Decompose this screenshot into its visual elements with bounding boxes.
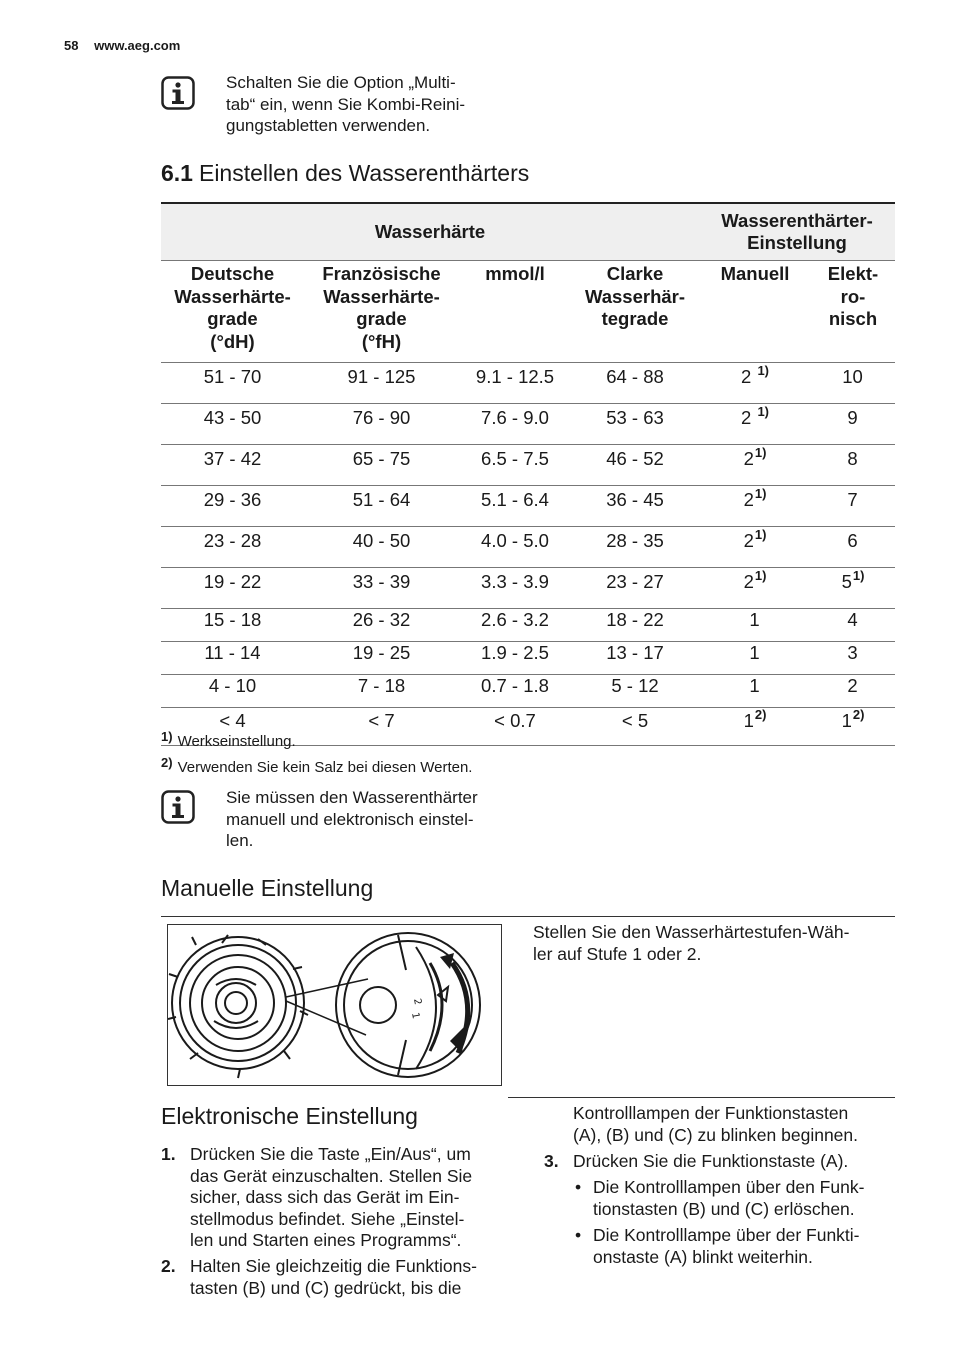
cell-clarke: 13 - 17 bbox=[571, 642, 699, 675]
info-icon bbox=[161, 76, 195, 110]
info-icon bbox=[161, 790, 195, 824]
cell-value: 1 bbox=[743, 710, 754, 731]
text-line: Stellen Sie den Wasserhärtestufen-Wäh- bbox=[533, 922, 850, 942]
header-line: Wasserenthärter- bbox=[721, 209, 873, 231]
cell-value: 2 bbox=[741, 366, 757, 387]
cell-clarke: 46 - 52 bbox=[571, 445, 699, 486]
cell-value: 7 bbox=[847, 489, 858, 510]
cell-fh: 33 - 39 bbox=[304, 568, 459, 609]
cell-mmol: 0.7 - 1.8 bbox=[459, 675, 571, 708]
cell-mmol: 1.9 - 2.5 bbox=[459, 642, 571, 675]
table-row bbox=[161, 404, 895, 445]
bullet-marker: • bbox=[575, 1177, 582, 1197]
step-text bbox=[190, 1256, 477, 1299]
header-line: Französische bbox=[322, 263, 441, 284]
cell-electronic bbox=[811, 675, 895, 708]
table-row bbox=[161, 445, 895, 486]
header-line: mmol/l bbox=[485, 263, 545, 284]
bullet-marker: • bbox=[575, 1225, 582, 1245]
table-row bbox=[161, 642, 895, 675]
header-line: grade bbox=[207, 308, 258, 329]
section-title bbox=[161, 160, 529, 187]
table-row bbox=[161, 568, 895, 609]
footnote-ref: 1) bbox=[757, 363, 769, 378]
footnote-text: Werkseinstellung. bbox=[177, 733, 296, 750]
cell-mmol: < 0.7 bbox=[459, 708, 571, 746]
cell-mmol: 5.1 - 6.4 bbox=[459, 486, 571, 527]
water-hardness-selector-illustration bbox=[168, 925, 501, 1085]
footnote-ref: 1) bbox=[754, 527, 767, 542]
cell-mmol: 4.0 - 5.0 bbox=[459, 527, 571, 568]
header-line: (°fH) bbox=[361, 330, 402, 352]
footnote-ref: 1) bbox=[754, 445, 767, 460]
note-line: tab“ ein, wenn Sie Kombi-Reini- bbox=[226, 94, 466, 114]
cell-dh: 11 - 14 bbox=[161, 642, 304, 675]
bullet-text bbox=[593, 1177, 864, 1220]
cell-dh: 19 - 22 bbox=[161, 568, 304, 609]
text-line: sicher, dass sich das Gerät im Ein- bbox=[190, 1187, 460, 1207]
text-line: (A), (B) und (C) zu blinken beginnen. bbox=[573, 1124, 858, 1145]
cell-fh: 65 - 75 bbox=[304, 445, 459, 486]
step-text bbox=[190, 1144, 472, 1252]
page-number: 58 bbox=[64, 38, 79, 53]
page-header bbox=[64, 38, 180, 53]
cell-value: 1 bbox=[749, 642, 760, 663]
cell-electronic bbox=[811, 642, 895, 675]
header-line: Deutsche bbox=[190, 263, 275, 284]
footnote-ref: 1) bbox=[757, 404, 769, 419]
header-line: (°dH) bbox=[210, 330, 255, 352]
header-line: nisch bbox=[828, 308, 878, 329]
cell-value: 1 bbox=[749, 675, 760, 696]
site-url: www.aeg.com bbox=[94, 38, 181, 53]
cell-manual bbox=[699, 445, 811, 486]
cell-fh: 91 - 125 bbox=[304, 363, 459, 404]
water-hardness-table bbox=[161, 202, 895, 746]
step-number: 1. bbox=[161, 1144, 176, 1164]
table-row bbox=[161, 486, 895, 527]
cell-dh: 43 - 50 bbox=[161, 404, 304, 445]
table-row bbox=[161, 363, 895, 404]
cell-manual bbox=[699, 363, 811, 404]
header-line: Wasserhärte- bbox=[323, 285, 440, 307]
cell-fh: 40 - 50 bbox=[304, 527, 459, 568]
cell-value: 2 bbox=[847, 675, 858, 696]
note-line: Schalten Sie die Option „Multi- bbox=[226, 73, 456, 92]
cell-mmol: 6.5 - 7.5 bbox=[459, 445, 571, 486]
cell-clarke: 23 - 27 bbox=[571, 568, 699, 609]
cell-dh: < 4 bbox=[161, 708, 304, 746]
cell-value: 2 bbox=[743, 530, 754, 551]
cell-value: 1 bbox=[841, 710, 852, 731]
col-header-electronic bbox=[811, 261, 895, 363]
text-line: stellmodus befindet. Siehe „Einstel- bbox=[190, 1208, 465, 1229]
cell-value: 4 bbox=[847, 609, 858, 630]
cell-value: 10 bbox=[842, 366, 863, 387]
text-line: Die Kontrolllampen über den Funk- bbox=[593, 1177, 865, 1197]
text-line: das Gerät einzuschalten. Stellen Sie bbox=[190, 1165, 473, 1186]
cell-manual bbox=[699, 568, 811, 609]
footnote-mark: 1) bbox=[161, 729, 173, 744]
col-header-fh bbox=[304, 261, 459, 363]
cell-mmol: 9.1 - 12.5 bbox=[459, 363, 571, 404]
text-line: ler auf Stufe 1 oder 2. bbox=[533, 943, 702, 964]
table-row bbox=[161, 609, 895, 642]
step-number: 3. bbox=[544, 1151, 559, 1171]
manual-setting-title: Manuelle Einstellung bbox=[161, 875, 374, 901]
note-line: len. bbox=[226, 831, 254, 850]
text-line: Kontrolllampen der Funktionstasten bbox=[573, 1103, 849, 1123]
table-row bbox=[161, 675, 895, 708]
header-line: Elekt- bbox=[827, 263, 879, 284]
cell-dh: 15 - 18 bbox=[161, 609, 304, 642]
cell-value: 3 bbox=[847, 642, 858, 663]
cell-electronic bbox=[811, 445, 895, 486]
text-line: tasten (B) und (C) gedrückt, bis die bbox=[190, 1277, 462, 1298]
cell-electronic bbox=[811, 363, 895, 404]
cell-clarke: 53 - 63 bbox=[571, 404, 699, 445]
cell-manual bbox=[699, 708, 811, 746]
cell-value: 8 bbox=[847, 448, 858, 469]
col-header-dh bbox=[161, 261, 304, 363]
header-line: grade bbox=[356, 308, 407, 329]
cell-clarke: 5 - 12 bbox=[571, 675, 699, 708]
electronic-setting-title: Elektronische Einstellung bbox=[161, 1103, 418, 1129]
header-line: tegrade bbox=[601, 308, 669, 329]
table-row bbox=[161, 527, 895, 568]
step-2-continued bbox=[573, 1103, 858, 1146]
cell-value: 2 bbox=[743, 489, 754, 510]
footnote-mark: 2) bbox=[161, 755, 173, 770]
cell-value: 2 bbox=[743, 448, 754, 469]
dial-label-1: 1 bbox=[409, 1011, 421, 1020]
note-line: manuell und elektronisch einstel- bbox=[226, 809, 474, 829]
cell-value: 5 bbox=[841, 571, 852, 592]
note-line: gungstabletten verwenden. bbox=[226, 116, 431, 135]
header-line: Manuell bbox=[720, 263, 790, 284]
cell-mmol: 3.3 - 3.9 bbox=[459, 568, 571, 609]
cell-manual bbox=[699, 642, 811, 675]
cell-fh: < 7 bbox=[304, 708, 459, 746]
header-line: Wasserhär- bbox=[584, 285, 686, 307]
cell-dh: 4 - 10 bbox=[161, 675, 304, 708]
text-line: Halten Sie gleichzeitig die Funktions- bbox=[190, 1256, 477, 1276]
footnote bbox=[161, 755, 473, 776]
text-line: Die Kontrolllampe über der Funkti- bbox=[593, 1225, 860, 1245]
section-title-text: Einstellen des Wasserenthärters bbox=[198, 160, 530, 186]
cell-manual bbox=[699, 404, 811, 445]
cell-clarke: 18 - 22 bbox=[571, 609, 699, 642]
divider bbox=[508, 1097, 895, 1098]
text-line: tionstasten (B) und (C) erlöschen. bbox=[593, 1198, 855, 1219]
cell-value: 1 bbox=[749, 609, 760, 630]
cell-manual bbox=[699, 527, 811, 568]
cell-mmol: 7.6 - 9.0 bbox=[459, 404, 571, 445]
section-number: 6.1 bbox=[161, 160, 193, 186]
cell-clarke: 36 - 45 bbox=[571, 486, 699, 527]
col-header-clarke bbox=[571, 261, 699, 363]
cell-mmol: 2.6 - 3.2 bbox=[459, 609, 571, 642]
cell-electronic bbox=[811, 708, 895, 746]
cell-value: 2 bbox=[741, 407, 757, 428]
cell-electronic bbox=[811, 568, 895, 609]
cell-manual bbox=[699, 609, 811, 642]
cell-clarke: 64 - 88 bbox=[571, 363, 699, 404]
footnote-ref: 1) bbox=[754, 486, 767, 501]
footnote-text: Verwenden Sie kein Salz bei diesen Werten. bbox=[177, 759, 473, 776]
manual-electronic-note bbox=[226, 787, 478, 852]
text-line: Drücken Sie die Taste „Ein/Aus“, um bbox=[190, 1144, 471, 1164]
header-line: Clarke bbox=[606, 263, 664, 284]
cell-manual bbox=[699, 486, 811, 527]
cell-fh: 51 - 64 bbox=[304, 486, 459, 527]
cell-electronic bbox=[811, 404, 895, 445]
cell-clarke: 28 - 35 bbox=[571, 527, 699, 568]
header-wasserhaerte: Wasserhärte bbox=[161, 203, 699, 261]
text-line: len und Starten eines Programms“. bbox=[190, 1230, 462, 1250]
cell-fh: 19 - 25 bbox=[304, 642, 459, 675]
cell-value: 6 bbox=[847, 530, 858, 551]
dial-label-2: 2 bbox=[411, 997, 423, 1006]
header-setting bbox=[699, 203, 895, 261]
multitab-note bbox=[226, 72, 465, 137]
manual-instruction bbox=[533, 922, 849, 965]
cell-dh: 51 - 70 bbox=[161, 363, 304, 404]
footnote bbox=[161, 729, 296, 750]
cell-electronic bbox=[811, 486, 895, 527]
cell-electronic bbox=[811, 609, 895, 642]
cell-fh: 26 - 32 bbox=[304, 609, 459, 642]
col-header-manual bbox=[699, 261, 811, 363]
text-line: onstaste (A) blinkt weiterhin. bbox=[593, 1246, 813, 1267]
col-header-mmol bbox=[459, 261, 571, 363]
cell-value: 2 bbox=[743, 571, 754, 592]
bullet-text bbox=[593, 1225, 860, 1268]
header-line: ro- bbox=[840, 285, 866, 307]
footnote-ref: 1) bbox=[754, 568, 767, 583]
step-text: Drücken Sie die Funktionstaste (A). bbox=[573, 1151, 849, 1171]
cell-value: 9 bbox=[847, 407, 858, 428]
cell-manual bbox=[699, 675, 811, 708]
footnote-ref: 2) bbox=[754, 707, 767, 722]
step-number: 2. bbox=[161, 1256, 176, 1276]
header-line: Einstellung bbox=[747, 232, 847, 253]
note-line: Sie müssen den Wasserenthärter bbox=[226, 788, 478, 807]
footnote-ref: 1) bbox=[852, 568, 865, 583]
cell-dh: 29 - 36 bbox=[161, 486, 304, 527]
cell-fh: 76 - 90 bbox=[304, 404, 459, 445]
cell-fh: 7 - 18 bbox=[304, 675, 459, 708]
footnote-ref: 2) bbox=[852, 707, 865, 722]
cell-dh: 23 - 28 bbox=[161, 527, 304, 568]
cell-clarke: < 5 bbox=[571, 708, 699, 746]
cell-dh: 37 - 42 bbox=[161, 445, 304, 486]
divider bbox=[161, 916, 895, 917]
cell-electronic bbox=[811, 527, 895, 568]
dial-illustration bbox=[167, 924, 502, 1086]
header-line: Wasserhärte- bbox=[174, 285, 291, 307]
